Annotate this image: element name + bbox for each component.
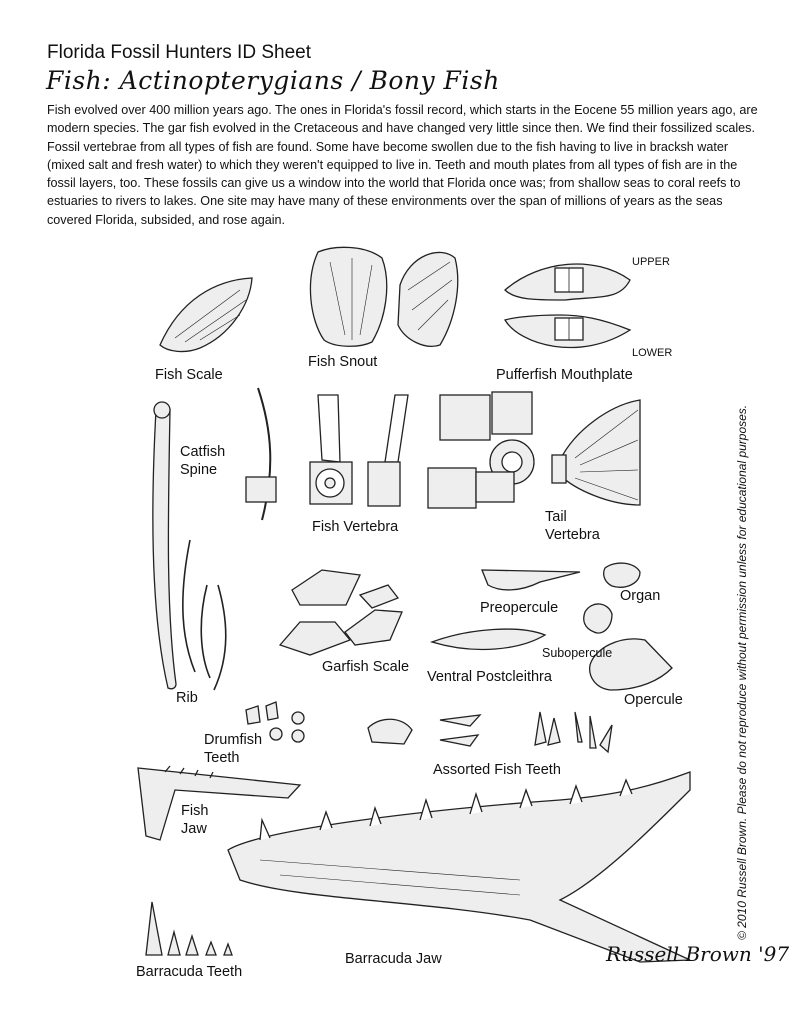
label-assorted-fish-teeth: Assorted Fish Teeth	[433, 762, 561, 778]
fish-vertebra-drawing	[310, 395, 408, 506]
fish-scale-drawing	[160, 278, 252, 352]
fish-snout-drawing	[310, 247, 457, 346]
label-ventral-postcleithra: Ventral Postcleithra	[427, 669, 552, 685]
barracuda-teeth-drawing	[146, 902, 232, 955]
ventral-postcleithra-drawing	[432, 629, 545, 649]
label-fish-vertebra: Fish Vertebra	[312, 519, 399, 535]
label-lower: LOWER	[632, 347, 673, 359]
label-rib: Rib	[176, 690, 198, 706]
label-fish-scale: Fish Scale	[155, 367, 223, 383]
label-preopercule: Preopercule	[480, 600, 559, 616]
pufferfish-mouthplate-drawing	[505, 264, 630, 348]
intro-paragraph: Fish evolved over 400 million years ago. The ones in Florida's fossil record, which starts in the Eocene 55 million years ago, are modern species. The gar fish evolved in the Cretaceous and have changed very little since then. We find their fossilized scales. Fossil vertebrae from all types of fish are found. Some have become swollen due to the fish having to live in bracksh water (mixed salt and fresh water) to which they weren't equipped to live in. Teeth and mouth plates from all types of fish are in the fossil layers, too. These fossils can give us a window into the world that Florida once was; from shallow seas to coral reefs to estuaries to rivers to lakes. One site may have many of these environments over the span of millions of years as the seas covered Florida, subsided, and rose again.	[47, 103, 758, 227]
signature: Russell Brown '97	[606, 942, 790, 966]
label-organ: Organ	[620, 588, 661, 604]
label-barracuda-teeth: Barracuda Teeth	[136, 964, 243, 980]
page-title: Florida Fossil Hunters ID Sheet	[47, 42, 311, 63]
preopercule-drawing	[482, 570, 580, 590]
fin-spine-drawing	[246, 388, 276, 520]
tail-vertebra-drawing	[428, 392, 640, 508]
label-catfish-spine: Catfish Spine	[180, 444, 226, 478]
tooth-plate-drawing	[368, 719, 412, 744]
label-upper: UPPER	[632, 256, 670, 268]
assorted-teeth-drawing	[440, 712, 612, 752]
catfish-spine-drawing	[153, 402, 176, 689]
page-subtitle: Fish: Actinopterygians / Bony Fish	[46, 66, 500, 95]
label-opercule: Opercule	[624, 692, 683, 708]
label-drumfish-teeth: Drumfish Teeth	[204, 732, 263, 766]
label-fish-jaw: Fish Jaw	[181, 803, 209, 837]
barracuda-jaw-drawing	[228, 772, 690, 962]
copyright-notice: © 2010 Russell Brown. Please do not reproduce without permission unless for educational purposes.	[735, 404, 749, 940]
label-tail-vertebra: Tail Vertebra	[545, 509, 600, 543]
label-subopercule: Subopercule	[542, 646, 613, 660]
label-fish-snout: Fish Snout	[308, 354, 378, 370]
rib-drawing	[183, 540, 226, 690]
label-pufferfish-mouthplate: Pufferfish Mouthplate	[496, 367, 633, 383]
label-barracuda-jaw: Barracuda Jaw	[345, 951, 442, 967]
fish-jaw-drawing	[138, 766, 300, 840]
label-garfish-scale: Garfish Scale	[322, 659, 410, 675]
garfish-scale-drawing	[280, 570, 402, 655]
